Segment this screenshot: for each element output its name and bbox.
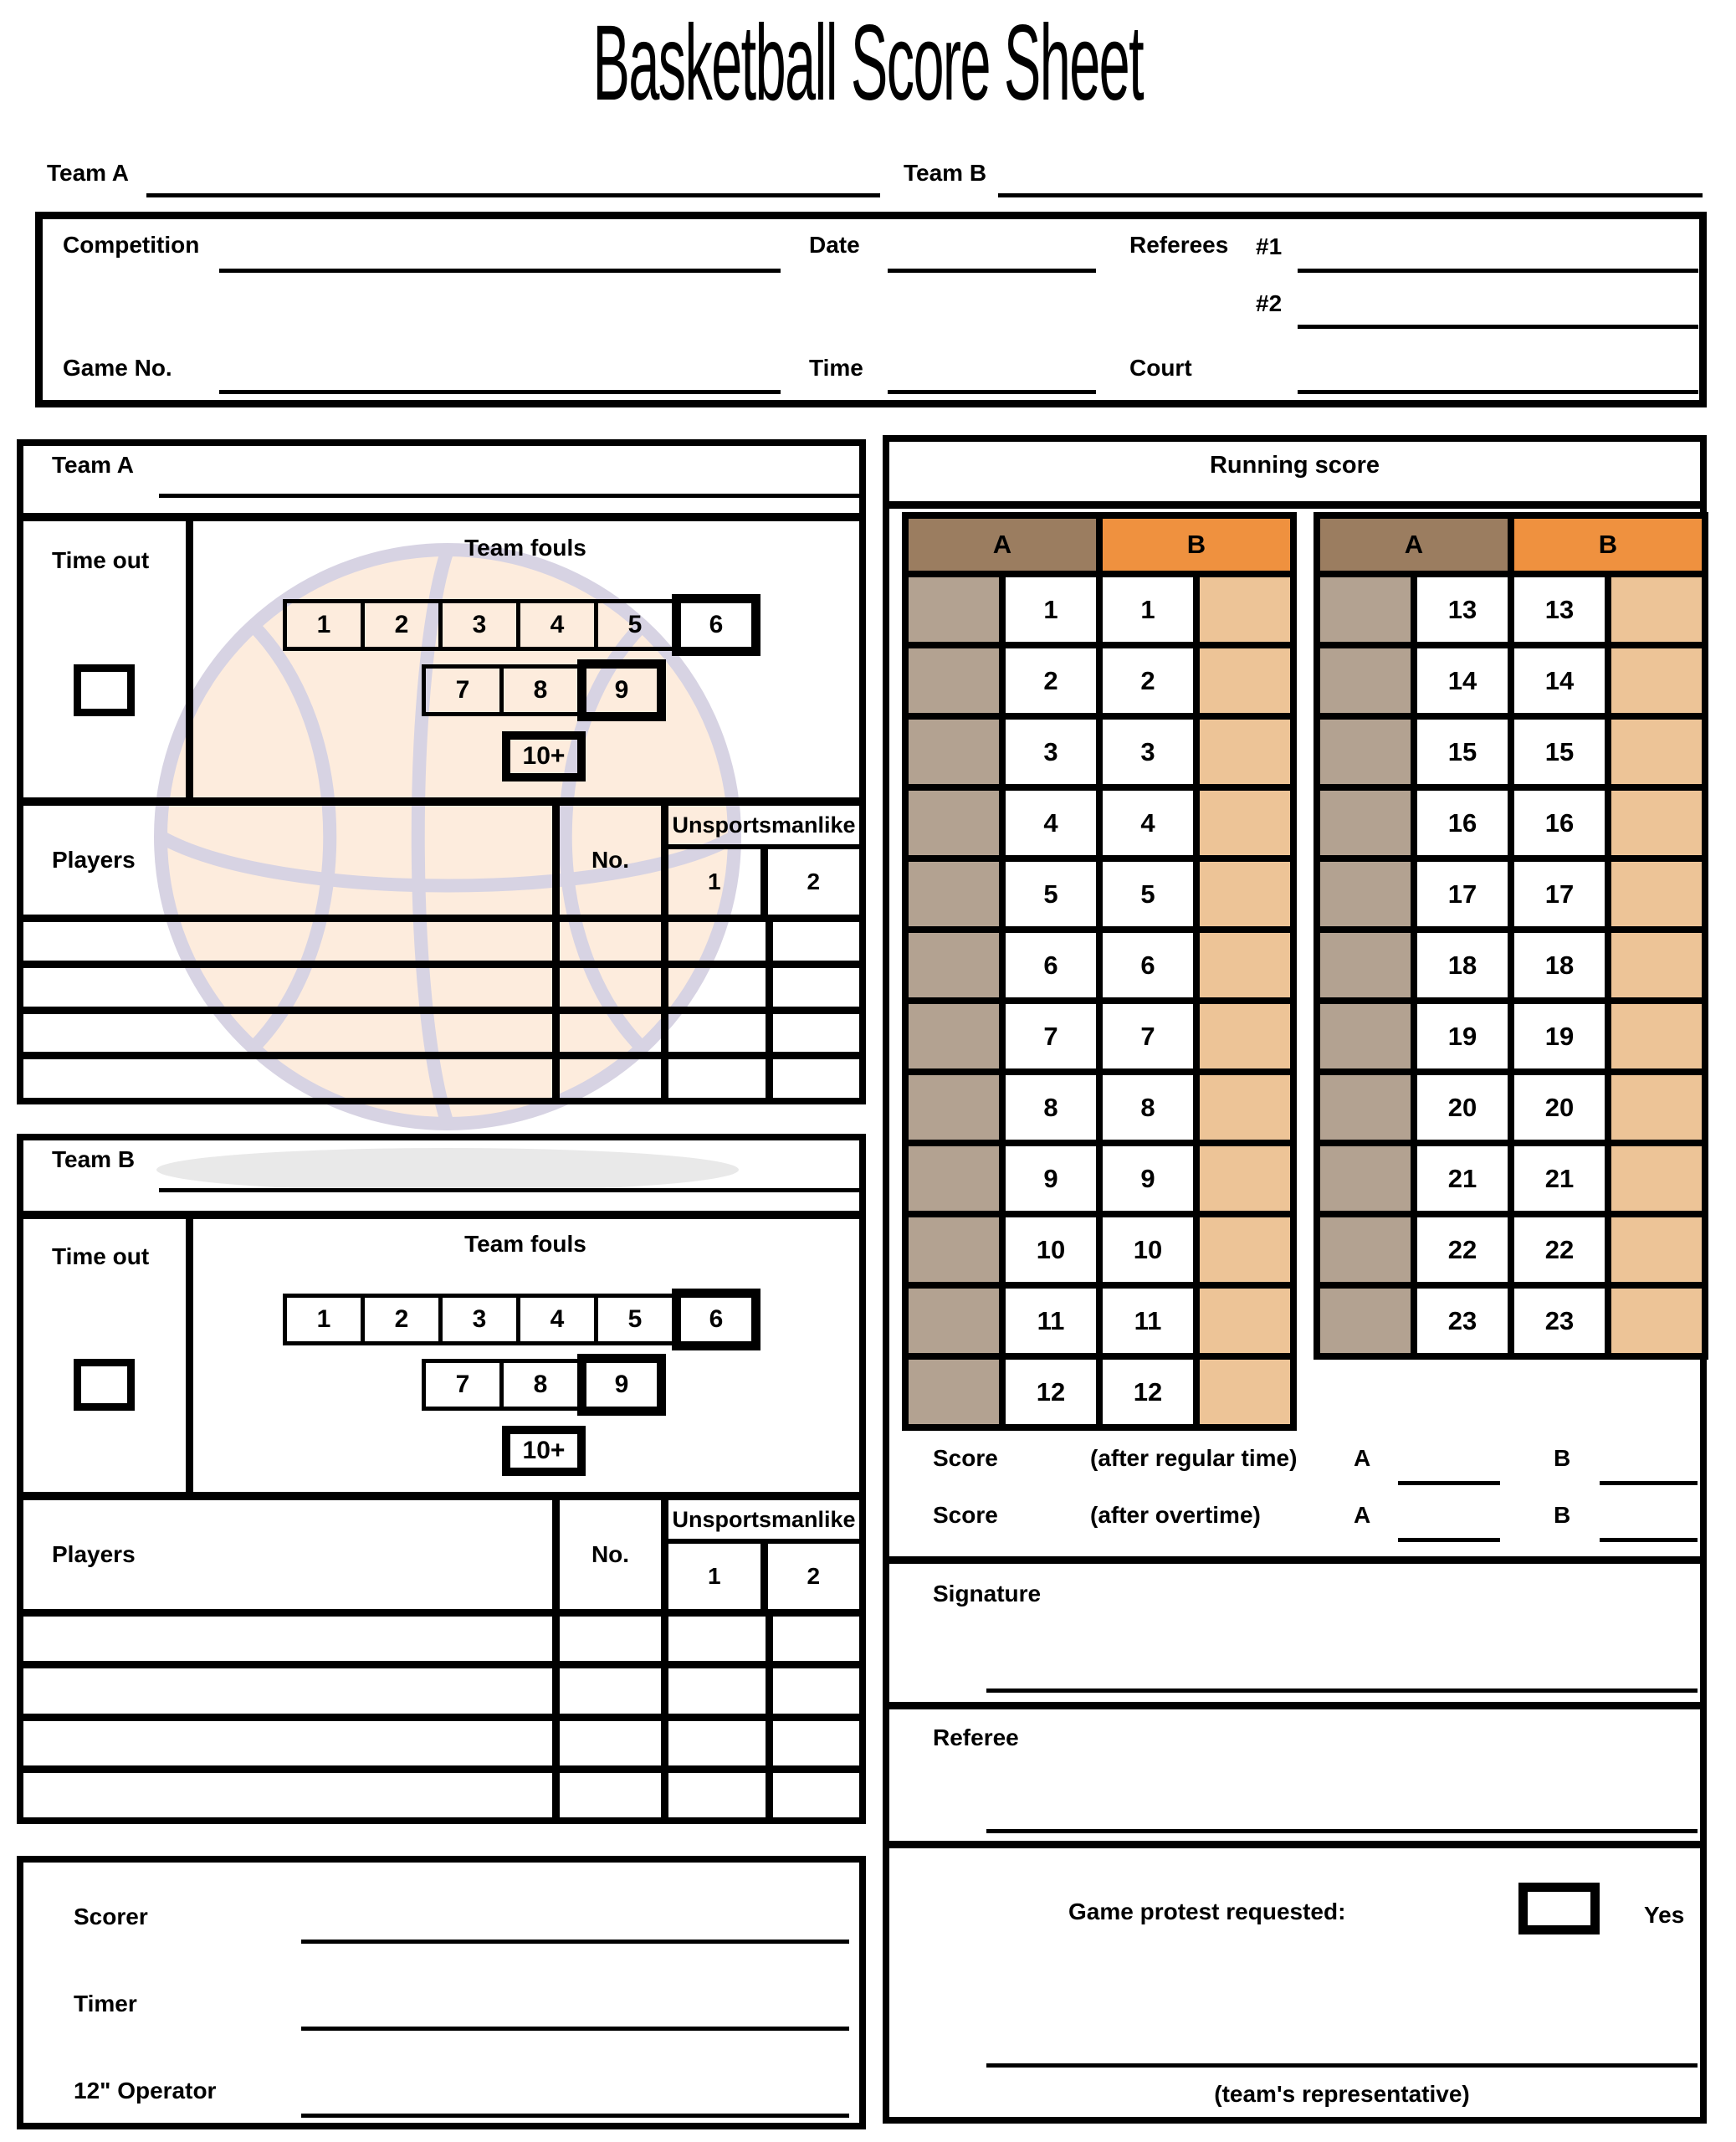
running-score-mark-cell-b[interactable] <box>1608 858 1705 930</box>
running-score-mark-cell-b[interactable] <box>1196 716 1293 787</box>
unsportsmanlike-header <box>661 1500 859 1609</box>
team-a-fouls-overflow-cell[interactable]: 10+ <box>502 731 586 781</box>
team-foul-cell[interactable]: 2 <box>361 599 443 651</box>
team-b-section-title: Team B <box>52 1146 136 1172</box>
game-no-field[interactable] <box>219 390 781 394</box>
players-header: Players <box>52 1541 136 1567</box>
team-a-top-label: Team A <box>47 160 130 186</box>
unsportsmanlike-col-1: 1 <box>707 1563 721 1589</box>
court-label: Court <box>1129 355 1192 381</box>
score-regular-a-field[interactable] <box>1398 1481 1500 1485</box>
court-field[interactable] <box>1298 390 1698 394</box>
page-title: Basketball Score Sheet <box>592 3 1144 123</box>
player-name-cell[interactable] <box>23 1765 552 1817</box>
running-score-number-a[interactable]: 9 <box>1002 1143 1099 1214</box>
running-score-number-b[interactable]: 5 <box>1099 858 1196 930</box>
team-foul-cell[interactable]: 6 <box>672 594 760 656</box>
player-u2-cell[interactable] <box>766 1765 859 1817</box>
running-score-mark-cell-a[interactable] <box>905 1072 1002 1143</box>
running-score-mark-cell-a[interactable] <box>1317 1072 1414 1143</box>
player-number-header: No. <box>552 806 661 915</box>
player-no-cell[interactable] <box>552 1609 661 1661</box>
player-u1-cell[interactable] <box>661 915 766 961</box>
running-score-number-b[interactable]: 22 <box>1511 1214 1608 1285</box>
representative-label: (team's representative) <box>1214 2081 1470 2107</box>
running-score-header-b: B <box>1099 515 1293 574</box>
team-a-name-field[interactable] <box>146 193 880 197</box>
divider <box>186 1211 193 1492</box>
running-score-mark-cell-b[interactable] <box>1608 1001 1705 1072</box>
team-a-players-table <box>23 797 859 1098</box>
referee-field[interactable] <box>986 1829 1698 1833</box>
score-regular-a-label: A <box>1354 1445 1371 1471</box>
divider <box>889 501 1700 509</box>
officials-box <box>17 1856 866 2129</box>
game-info-box <box>35 212 1707 407</box>
team-b-fouls-label: Team fouls <box>464 1231 586 1257</box>
player-u1-cell[interactable] <box>661 1765 766 1817</box>
running-score-mark-cell-a[interactable] <box>1317 1143 1414 1214</box>
operator-label: 12" Operator <box>74 2078 217 2104</box>
running-score-header-b: B <box>1511 515 1705 574</box>
running-score-number-b[interactable]: 15 <box>1511 716 1608 787</box>
player-no-cell[interactable] <box>552 1007 661 1053</box>
running-score-number-a[interactable]: 8 <box>1002 1072 1099 1143</box>
running-score-number-a[interactable]: 15 <box>1414 716 1511 787</box>
running-score-number-a[interactable]: 18 <box>1414 930 1511 1001</box>
team-b-timeout-checkbox[interactable] <box>74 1359 135 1411</box>
player-no-cell[interactable] <box>552 1714 661 1765</box>
score-regular-b-label: B <box>1554 1445 1571 1471</box>
team-b-fouls-row-1 <box>283 1294 760 1345</box>
running-score-mark-cell-a[interactable] <box>905 1214 1002 1285</box>
competition-field[interactable] <box>219 269 781 273</box>
running-score-mark-cell-b[interactable] <box>1196 1285 1293 1356</box>
scorer-label: Scorer <box>74 1904 148 1929</box>
running-score-mark-cell-b[interactable] <box>1608 1072 1705 1143</box>
running-score-mark-cell-b[interactable] <box>1608 574 1705 645</box>
running-score-number-a[interactable]: 12 <box>1002 1356 1099 1427</box>
running-score-mark-cell-a[interactable] <box>905 1356 1002 1427</box>
timer-field[interactable] <box>301 2027 849 2031</box>
running-score-number-b[interactable]: 9 <box>1099 1143 1196 1214</box>
team-b-players-table <box>23 1492 859 1817</box>
player-name-cell[interactable] <box>23 915 552 961</box>
running-score-mark-cell-a[interactable] <box>1317 930 1414 1001</box>
team-foul-cell[interactable]: 4 <box>516 1294 598 1345</box>
team-a-box <box>17 439 866 1104</box>
running-score-mark-cell-b[interactable] <box>1196 1001 1293 1072</box>
divider <box>889 1841 1700 1848</box>
running-score-mark-cell-b[interactable] <box>1196 787 1293 858</box>
team-foul-cell[interactable]: 7 <box>422 1359 504 1411</box>
timer-label: Timer <box>74 1991 137 2016</box>
team-foul-cell[interactable]: 6 <box>672 1289 760 1350</box>
player-u2-cell[interactable] <box>766 1609 859 1661</box>
running-score-number-b[interactable]: 16 <box>1511 787 1608 858</box>
after-regular-label: (after regular time) <box>1090 1445 1298 1471</box>
running-score-mark-cell-a[interactable] <box>905 574 1002 645</box>
team-a-timeout-checkbox[interactable] <box>74 664 135 716</box>
running-score-panel <box>883 435 1707 2124</box>
operator-field[interactable] <box>301 2114 849 2118</box>
referee2-label: #2 <box>1256 290 1283 316</box>
running-score-number-a[interactable]: 23 <box>1414 1285 1511 1356</box>
player-name-cell[interactable] <box>23 1661 552 1713</box>
referees-label: Referees <box>1129 232 1229 258</box>
signature-field[interactable] <box>986 1688 1698 1693</box>
player-u1-cell[interactable] <box>661 1052 766 1098</box>
running-score-mark-cell-b[interactable] <box>1608 645 1705 716</box>
running-score-table-left <box>902 512 1297 1431</box>
team-foul-cell[interactable]: 9 <box>577 659 666 721</box>
score-overtime-b-label: B <box>1554 1502 1571 1528</box>
team-foul-cell[interactable]: 3 <box>438 1294 520 1345</box>
running-score-mark-cell-a[interactable] <box>1317 574 1414 645</box>
running-score-mark-cell-b[interactable] <box>1608 787 1705 858</box>
running-score-mark-cell-b[interactable] <box>1196 1356 1293 1427</box>
running-score-mark-cell-b[interactable] <box>1196 930 1293 1001</box>
running-score-mark-cell-a[interactable] <box>905 645 1002 716</box>
running-score-number-a[interactable]: 19 <box>1414 1001 1511 1072</box>
player-u2-cell[interactable] <box>766 1052 859 1098</box>
running-score-mark-cell-b[interactable] <box>1608 1214 1705 1285</box>
score-regular-label: Score <box>933 1445 998 1471</box>
running-score-number-a[interactable]: 4 <box>1002 787 1099 858</box>
game-protest-label: Game protest requested: <box>1068 1899 1346 1924</box>
time-label: Time <box>809 355 863 381</box>
referee2-field[interactable] <box>1298 325 1698 329</box>
player-name-cell[interactable] <box>23 961 552 1007</box>
running-score-mark-cell-a[interactable] <box>905 930 1002 1001</box>
divider <box>23 1211 859 1219</box>
running-score-number-a[interactable]: 13 <box>1414 574 1511 645</box>
team-foul-cell[interactable]: 3 <box>438 599 520 651</box>
running-score-mark-cell-a[interactable] <box>905 858 1002 930</box>
player-u2-cell[interactable] <box>766 1661 859 1713</box>
running-score-number-a[interactable]: 3 <box>1002 716 1099 787</box>
after-overtime-label: (after overtime) <box>1090 1502 1261 1528</box>
running-score-number-a[interactable]: 21 <box>1414 1143 1511 1214</box>
time-field[interactable] <box>888 390 1096 394</box>
divider <box>889 1556 1700 1564</box>
player-name-cell[interactable] <box>23 1714 552 1765</box>
team-foul-cell[interactable]: 8 <box>499 664 581 716</box>
player-name-cell[interactable] <box>23 1609 552 1661</box>
running-score-mark-cell-a[interactable] <box>905 1001 1002 1072</box>
unsportsmanlike-label: Unsportsmanlike <box>668 806 859 849</box>
team-a-fouls-row-2 <box>422 664 666 716</box>
running-score-mark-cell-a[interactable] <box>905 1143 1002 1214</box>
running-score-mark-cell-a[interactable] <box>1317 716 1414 787</box>
running-score-mark-cell-b[interactable] <box>1196 1072 1293 1143</box>
player-no-cell[interactable] <box>552 1661 661 1713</box>
score-overtime-a-field[interactable] <box>1398 1538 1500 1542</box>
scorer-field[interactable] <box>301 1940 849 1944</box>
running-score-mark-cell-a[interactable] <box>1317 645 1414 716</box>
running-score-mark-cell-a[interactable] <box>905 1285 1002 1356</box>
running-score-number-b[interactable]: 4 <box>1099 787 1196 858</box>
running-score-mark-cell-a[interactable] <box>905 787 1002 858</box>
running-score-number-b[interactable]: 6 <box>1099 930 1196 1001</box>
running-score-mark-cell-a[interactable] <box>1317 1001 1414 1072</box>
team-b-fouls-row-2 <box>422 1359 666 1411</box>
player-u1-cell[interactable] <box>661 1661 766 1713</box>
competition-label: Competition <box>63 232 200 258</box>
running-score-number-b[interactable]: 13 <box>1511 574 1608 645</box>
date-field[interactable] <box>888 269 1096 273</box>
running-score-mark-cell-b[interactable] <box>1196 1214 1293 1285</box>
team-a-section-name-field[interactable] <box>159 494 866 498</box>
player-no-cell[interactable] <box>552 1765 661 1817</box>
divider <box>186 513 193 797</box>
running-score-number-a[interactable]: 10 <box>1002 1214 1099 1285</box>
score-overtime-b-field[interactable] <box>1600 1538 1698 1542</box>
score-regular-b-field[interactable] <box>1600 1481 1698 1485</box>
running-score-number-b[interactable]: 12 <box>1099 1356 1196 1427</box>
player-u2-cell[interactable] <box>766 1714 859 1765</box>
running-score-number-a[interactable]: 11 <box>1002 1285 1099 1356</box>
referee1-label: #1 <box>1256 233 1283 259</box>
team-foul-cell[interactable]: 8 <box>499 1359 581 1411</box>
running-score-number-b[interactable]: 18 <box>1511 930 1608 1001</box>
player-u2-cell[interactable] <box>766 1007 859 1053</box>
team-a-section-title: Team A <box>52 452 135 478</box>
team-a-fouls-row-1 <box>283 599 760 651</box>
players-header: Players <box>52 847 136 873</box>
player-name-cell[interactable] <box>23 1007 552 1053</box>
team-b-name-field[interactable] <box>998 193 1703 197</box>
running-score-header-a: A <box>905 515 1099 574</box>
running-score-mark-cell-b[interactable] <box>1608 930 1705 1001</box>
unsportsmanlike-label: Unsportsmanlike <box>668 1500 859 1544</box>
player-u1-cell[interactable] <box>661 1609 766 1661</box>
team-foul-cell[interactable]: 9 <box>577 1354 666 1416</box>
running-score-number-b[interactable]: 20 <box>1511 1072 1608 1143</box>
running-score-number-b[interactable]: 14 <box>1511 645 1608 716</box>
team-foul-cell[interactable]: 7 <box>422 664 504 716</box>
player-name-cell[interactable] <box>23 1052 552 1098</box>
player-u2-cell[interactable] <box>766 915 859 961</box>
running-score-number-a[interactable]: 20 <box>1414 1072 1511 1143</box>
team-b-timeout-label: Time out <box>52 1243 150 1269</box>
protest-yes-label: Yes <box>1644 1902 1685 1928</box>
referee1-field[interactable] <box>1298 269 1698 273</box>
running-score-mark-cell-b[interactable] <box>1196 858 1293 930</box>
running-score-number-b[interactable]: 2 <box>1099 645 1196 716</box>
unsportsmanlike-header <box>661 806 859 915</box>
running-score-mark-cell-b[interactable] <box>1608 716 1705 787</box>
running-score-mark-cell-b[interactable] <box>1196 1143 1293 1214</box>
representative-signature-field[interactable] <box>986 2063 1698 2068</box>
team-foul-cell[interactable]: 2 <box>361 1294 443 1345</box>
team-foul-cell[interactable]: 1 <box>283 1294 365 1345</box>
signature-label: Signature <box>933 1581 1042 1606</box>
team-b-box <box>17 1134 866 1824</box>
player-no-cell[interactable] <box>552 1052 661 1098</box>
referee-label: Referee <box>933 1724 1019 1750</box>
player-u1-cell[interactable] <box>661 1007 766 1053</box>
running-score-number-a[interactable]: 6 <box>1002 930 1099 1001</box>
running-score-number-b[interactable]: 21 <box>1511 1143 1608 1214</box>
unsportsmanlike-col-1: 1 <box>707 869 721 894</box>
running-score-number-a[interactable]: 2 <box>1002 645 1099 716</box>
team-b-top-label: Team B <box>904 160 987 186</box>
score-overtime-a-label: A <box>1354 1502 1371 1528</box>
game-no-label: Game No. <box>63 355 172 381</box>
team-b-fouls-overflow-cell[interactable]: 10+ <box>502 1426 586 1476</box>
running-score-number-b[interactable]: 11 <box>1099 1285 1196 1356</box>
team-foul-cell[interactable]: 4 <box>516 599 598 651</box>
unsportsmanlike-col-2: 2 <box>760 1544 860 1609</box>
running-score-header-a: A <box>1317 515 1511 574</box>
team-a-fouls-label: Team fouls <box>464 535 586 561</box>
running-score-number-b[interactable]: 23 <box>1511 1285 1608 1356</box>
player-number-header: No. <box>552 1500 661 1609</box>
running-score-number-a[interactable]: 14 <box>1414 645 1511 716</box>
player-no-cell[interactable] <box>552 915 661 961</box>
running-score-number-a[interactable]: 7 <box>1002 1001 1099 1072</box>
running-score-number-a[interactable]: 5 <box>1002 858 1099 930</box>
running-score-mark-cell-b[interactable] <box>1196 645 1293 716</box>
divider <box>889 1702 1700 1709</box>
player-u2-cell[interactable] <box>766 961 859 1007</box>
running-score-number-b[interactable]: 1 <box>1099 574 1196 645</box>
running-score-number-b[interactable]: 7 <box>1099 1001 1196 1072</box>
game-protest-checkbox[interactable] <box>1518 1883 1600 1934</box>
running-score-number-b[interactable]: 10 <box>1099 1214 1196 1285</box>
running-score-table-right <box>1314 512 1708 1360</box>
team-foul-cell[interactable]: 5 <box>594 599 676 651</box>
running-score-number-b[interactable]: 19 <box>1511 1001 1608 1072</box>
running-score-number-b[interactable]: 3 <box>1099 716 1196 787</box>
running-score-title: Running score <box>1209 452 1380 479</box>
player-no-cell[interactable] <box>552 961 661 1007</box>
running-score-mark-cell-a[interactable] <box>905 716 1002 787</box>
running-score-number-a[interactable]: 17 <box>1414 858 1511 930</box>
player-u1-cell[interactable] <box>661 1714 766 1765</box>
divider <box>23 513 859 521</box>
team-a-timeout-label: Time out <box>52 547 150 573</box>
date-label: Date <box>809 232 860 258</box>
running-score-number-a[interactable]: 22 <box>1414 1214 1511 1285</box>
player-u1-cell[interactable] <box>661 961 766 1007</box>
running-score-mark-cell-a[interactable] <box>1317 1285 1414 1356</box>
running-score-mark-cell-a[interactable] <box>1317 787 1414 858</box>
score-overtime-label: Score <box>933 1502 998 1528</box>
running-score-number-b[interactable]: 8 <box>1099 1072 1196 1143</box>
running-score-number-a[interactable]: 1 <box>1002 574 1099 645</box>
running-score-mark-cell-b[interactable] <box>1608 1143 1705 1214</box>
team-foul-cell[interactable]: 5 <box>594 1294 676 1345</box>
running-score-number-b[interactable]: 17 <box>1511 858 1608 930</box>
running-score-mark-cell-b[interactable] <box>1608 1285 1705 1356</box>
running-score-mark-cell-a[interactable] <box>1317 1214 1414 1285</box>
running-score-mark-cell-a[interactable] <box>1317 858 1414 930</box>
running-score-number-a[interactable]: 16 <box>1414 787 1511 858</box>
unsportsmanlike-col-2: 2 <box>760 849 860 915</box>
team-foul-cell[interactable]: 1 <box>283 599 365 651</box>
running-score-mark-cell-b[interactable] <box>1196 574 1293 645</box>
team-b-section-name-field[interactable] <box>159 1188 866 1192</box>
